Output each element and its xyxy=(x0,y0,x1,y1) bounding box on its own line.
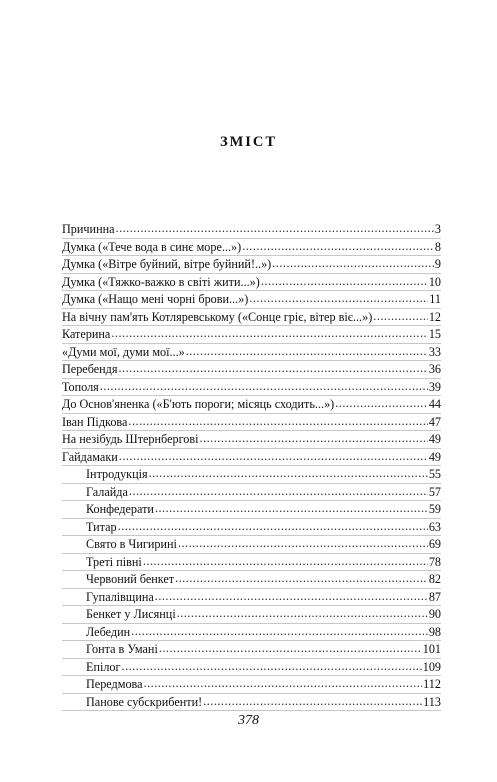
dot-leader xyxy=(155,500,428,518)
dot-leader xyxy=(261,273,428,291)
dot-leader xyxy=(144,675,423,693)
toc-entry-title: Титар xyxy=(86,519,117,534)
toc-entry xyxy=(62,361,441,379)
toc-entry xyxy=(62,676,441,694)
dot-leader xyxy=(116,220,434,238)
toc-entry-page: 39 xyxy=(428,379,441,394)
toc-entry-title: Думка («Нащо мені чорні брови...») xyxy=(62,292,249,306)
dot-leader xyxy=(149,465,428,483)
toc-entry-page: 69 xyxy=(428,537,441,551)
toc-entry-title: Передмова xyxy=(86,677,143,691)
toc-entry-title: Перебендя xyxy=(62,362,118,376)
toc-entry xyxy=(62,589,441,607)
toc-entry xyxy=(62,484,441,502)
toc-entry-title: Бенкет у Лисянці xyxy=(86,607,176,621)
dot-leader xyxy=(131,623,428,641)
toc-entry-page: 87 xyxy=(428,589,441,604)
toc-entry-page: 112 xyxy=(423,677,441,691)
dot-leader xyxy=(203,693,422,711)
toc-entry-page: 78 xyxy=(428,554,441,569)
toc-entry-page: 33 xyxy=(428,344,441,359)
dot-leader xyxy=(186,343,428,361)
toc-entry xyxy=(62,239,441,257)
dot-leader xyxy=(249,290,428,308)
dot-leader xyxy=(200,430,428,448)
toc-entry-page: 15 xyxy=(428,327,441,341)
toc-entry-title: До Основ'яненка («Б'ють пороги; місяць сходить...») xyxy=(62,397,335,411)
toc-entry-page: 55 xyxy=(428,467,441,481)
toc-entry xyxy=(62,449,441,467)
toc-entry-title: Галайда xyxy=(86,484,128,499)
toc-entry xyxy=(62,554,441,572)
toc-entry-page: 8 xyxy=(434,239,441,254)
toc-entry xyxy=(62,694,441,712)
page-title: ЗМІСТ xyxy=(219,134,278,150)
toc-entry-page: 9 xyxy=(434,257,441,271)
toc-entry-page: 113 xyxy=(423,694,441,709)
toc-entry xyxy=(62,536,441,554)
dot-leader xyxy=(272,255,434,273)
toc-entry xyxy=(62,274,441,292)
toc-entry-title: На вічну пам'ять Котляревському («Сонце гріє, вітер віє...») xyxy=(62,309,373,324)
dot-leader xyxy=(373,308,428,326)
toc-entry-title: Іван Підкова xyxy=(62,414,128,429)
toc-entry xyxy=(62,431,441,449)
toc-entry-title: На незібудь Штернбергові xyxy=(62,432,199,446)
toc-entry xyxy=(62,344,441,362)
toc-entry-page: 11 xyxy=(429,292,441,306)
dot-leader xyxy=(128,413,427,431)
toc-entry xyxy=(62,326,441,344)
table-of-contents xyxy=(62,221,441,711)
toc-entry-page: 63 xyxy=(428,519,441,534)
toc-entry-title: Думка («Вітре буйний, вітре буйний!..») xyxy=(62,257,272,271)
toc-entry-page: 98 xyxy=(428,624,441,639)
toc-entry-page: 36 xyxy=(428,362,441,376)
toc-entry xyxy=(62,659,441,677)
toc-entry-title: Думка («Тече вода в синє море...») xyxy=(62,239,242,254)
dot-leader xyxy=(129,483,428,501)
toc-entry xyxy=(62,291,441,309)
dot-leader xyxy=(155,588,428,606)
toc-entry xyxy=(62,396,441,414)
toc-entry-page: 101 xyxy=(422,642,441,656)
toc-entry xyxy=(62,519,441,537)
toc-entry xyxy=(62,414,441,432)
toc-entry xyxy=(62,501,441,519)
toc-entry-page: 57 xyxy=(428,484,441,499)
dot-leader xyxy=(122,658,422,676)
toc-entry-title: Думка («Тяжко-важко в світі жити...») xyxy=(62,274,260,289)
dot-leader xyxy=(175,570,428,588)
toc-entry-page: 44 xyxy=(428,397,441,411)
toc-entry xyxy=(62,571,441,589)
page-number: 378 xyxy=(238,713,259,728)
toc-entry-title: Інтродукція xyxy=(86,467,148,481)
dot-leader xyxy=(159,640,422,658)
toc-entry-page: 49 xyxy=(428,449,441,464)
toc-entry-title: Гайдамаки xyxy=(62,449,118,464)
dot-leader xyxy=(119,360,428,378)
dot-leader xyxy=(178,535,428,553)
toc-entry-title: Причинна xyxy=(62,222,115,236)
toc-entry-title: Катерина xyxy=(62,327,111,341)
toc-entry-title: Тополя xyxy=(62,379,99,394)
toc-entry-title: Гонта в Умані xyxy=(86,642,158,656)
toc-entry xyxy=(62,379,441,397)
toc-entry-title: Лебедин xyxy=(86,624,131,639)
toc-entry-title: «Думи мої, думи мої...» xyxy=(62,344,185,359)
dot-leader xyxy=(335,395,428,413)
toc-entry-page: 12 xyxy=(428,309,441,324)
toc-entry xyxy=(62,606,441,624)
toc-entry-title: Панове субскрибенти! xyxy=(86,694,203,709)
toc-entry-title: Свято в Чигирині xyxy=(86,537,177,551)
toc-entry-page: 3 xyxy=(434,222,441,236)
dot-leader xyxy=(177,605,428,623)
toc-entry xyxy=(62,466,441,484)
dot-leader xyxy=(100,378,428,396)
toc-entry-page: 49 xyxy=(428,432,441,446)
dot-leader xyxy=(242,238,434,256)
toc-entry-page: 82 xyxy=(428,572,441,586)
toc-entry-title: Гупалівщина xyxy=(86,589,154,604)
toc-entry-page: 90 xyxy=(428,607,441,621)
toc-entry xyxy=(62,221,441,239)
toc-entry xyxy=(62,641,441,659)
toc-entry-title: Червоний бенкет xyxy=(86,572,175,586)
toc-entry-title: Конфедерати xyxy=(86,502,154,516)
toc-entry-title: Епілог xyxy=(86,659,121,674)
dot-leader xyxy=(111,325,427,343)
toc-entry-page: 59 xyxy=(428,502,441,516)
toc-entry-page: 47 xyxy=(428,414,441,429)
dot-leader xyxy=(143,553,428,571)
toc-entry-page: 109 xyxy=(422,659,441,674)
toc-entry xyxy=(62,256,441,274)
toc-entry-page: 10 xyxy=(428,274,441,289)
toc-entry xyxy=(62,624,441,642)
dot-leader xyxy=(118,518,428,536)
toc-entry-title: Треті півні xyxy=(86,554,142,569)
dot-leader xyxy=(119,448,428,466)
toc-entry xyxy=(62,309,441,327)
